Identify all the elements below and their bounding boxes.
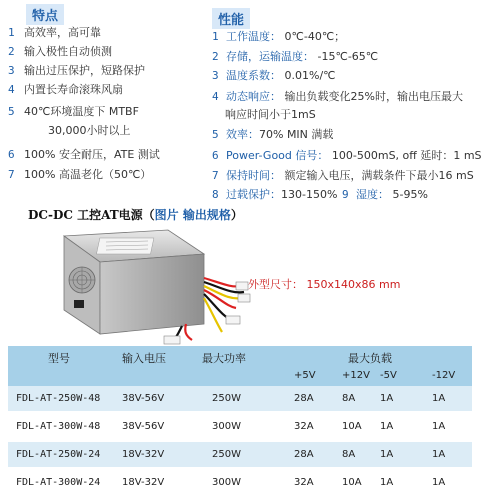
feature-number: 5 — [8, 105, 15, 118]
header-input: 输入电压 — [122, 352, 166, 365]
header-max-power: 最大功率 — [202, 352, 246, 365]
performance-key: 动态响应： — [226, 90, 281, 103]
cell-input: 18V-32V — [122, 449, 165, 460]
cell-power: 300W — [212, 477, 241, 488]
header-load-col: +12V — [342, 370, 370, 381]
cell-model: FDL-AT-250W-48 — [16, 393, 101, 404]
cell-input: 38V-56V — [122, 421, 165, 432]
feature-number: 6 — [8, 148, 15, 161]
header-model: 型号 — [48, 352, 70, 365]
feature-text: 100% 高温老化（50℃） — [24, 168, 152, 181]
cell-load: 1A — [380, 449, 394, 460]
performance-number: 6 — [212, 149, 219, 162]
product-title — [28, 206, 243, 223]
performance-item — [212, 48, 378, 66]
feature-text: 100% 安全耐压，ATE 测试 — [24, 148, 160, 161]
specs-top-section — [0, 0, 493, 200]
cell-model: FDL-AT-300W-24 — [16, 477, 101, 488]
performance-item — [212, 186, 337, 204]
performance-value: 0.01%/℃ — [281, 69, 336, 82]
feature-number: 3 — [8, 64, 15, 77]
cell-load: 8A — [342, 393, 356, 404]
performance-title: 性能 — [212, 8, 250, 29]
cell-power: 300W — [212, 421, 241, 432]
performance-number: 3 — [212, 69, 219, 82]
cell-load: 1A — [432, 393, 446, 404]
performance-number: 1 — [212, 30, 219, 43]
performance-number: 9 — [342, 188, 349, 201]
cell-load: 8A — [342, 449, 356, 460]
power-supply-image — [36, 228, 256, 346]
product-title-text: DC-DC 工控AT电源（ — [28, 208, 155, 222]
feature-item — [8, 103, 139, 121]
cell-load: 32A — [294, 477, 314, 488]
cell-load: 28A — [294, 393, 314, 404]
performance-key: 效率： — [226, 128, 259, 141]
table-row — [8, 470, 472, 495]
performance-number: 2 — [212, 50, 219, 63]
table-header — [8, 346, 472, 386]
performance-key: 温度系数： — [226, 69, 281, 82]
performance-item — [342, 186, 428, 204]
cell-power: 250W — [212, 449, 241, 460]
feature-item — [8, 81, 123, 99]
performance-key: 存储，运输温度： — [226, 50, 314, 63]
feature-text: 输出过压保护，短路保护 — [24, 64, 145, 77]
feature-number: 2 — [8, 45, 15, 58]
product-title-suffix: ） — [230, 208, 243, 222]
performance-value: 100-500mS, off 延时：1 mS — [328, 149, 482, 162]
performance-key: 保持时间： — [226, 169, 281, 182]
feature-item — [8, 166, 151, 184]
performance-item — [212, 28, 345, 46]
performance-value-continued: 响应时间小于1mS — [225, 108, 316, 121]
table-row — [8, 386, 472, 411]
performance-column — [200, 0, 493, 200]
performance-value: 0℃-40℃； — [281, 30, 346, 43]
cell-input: 38V-56V — [122, 393, 165, 404]
performance-value: 70% MIN 满载 — [259, 128, 334, 141]
cell-model: FDL-AT-300W-48 — [16, 421, 101, 432]
cell-load: 10A — [342, 421, 362, 432]
dimensions-label: 外型尺寸： 150x140x86 mm — [248, 278, 401, 291]
performance-key: 工作温度： — [226, 30, 281, 43]
performance-number: 8 — [212, 188, 219, 201]
performance-key: Power-Good 信号： — [226, 149, 329, 162]
performance-item — [212, 88, 463, 106]
cell-model: FDL-AT-250W-24 — [16, 449, 101, 460]
cell-load: 1A — [432, 449, 446, 460]
performance-key: 过载保护： — [226, 188, 281, 201]
performance-item — [212, 147, 482, 165]
features-column — [0, 0, 200, 200]
cell-load: 1A — [432, 477, 446, 488]
feature-text-continued: 30,000小时以上 — [48, 124, 131, 137]
header-max-load: 最大负载 — [348, 352, 392, 365]
feature-text: 40℃环境温度下 MTBF — [24, 105, 139, 118]
feature-text: 输入极性自动侦测 — [24, 45, 112, 58]
cell-load: 1A — [432, 421, 446, 432]
features-title: 特点 — [26, 4, 64, 25]
cell-load: 10A — [342, 477, 362, 488]
feature-number: 1 — [8, 26, 15, 39]
header-load-col: -12V — [432, 370, 456, 381]
performance-number: 5 — [212, 128, 219, 141]
header-load-col: -5V — [380, 370, 397, 381]
performance-item — [212, 67, 336, 85]
table-row — [8, 442, 472, 467]
feature-item — [8, 24, 101, 42]
performance-key: 湿度： — [356, 188, 389, 201]
performance-item — [212, 167, 474, 185]
feature-item — [8, 62, 145, 80]
cell-power: 250W — [212, 393, 241, 404]
performance-value: 5-95% — [389, 188, 428, 201]
feature-number: 4 — [8, 83, 15, 96]
cell-load: 32A — [294, 421, 314, 432]
feature-item — [8, 146, 160, 164]
cell-load: 28A — [294, 449, 314, 460]
cell-load: 1A — [380, 393, 394, 404]
performance-value: 130-150% — [281, 188, 338, 201]
feature-text: 高效率，高可靠 — [24, 26, 101, 39]
product-title-link[interactable]: 图片 输出规格 — [154, 208, 231, 222]
cell-input: 18V-32V — [122, 477, 165, 488]
performance-value: -15℃-65℃ — [314, 50, 379, 63]
cell-load: 1A — [380, 421, 394, 432]
table-row — [8, 414, 472, 439]
performance-value: 额定输入电压，满载条件下最小16 mS — [281, 169, 474, 182]
performance-number: 4 — [212, 90, 219, 103]
performance-item — [212, 126, 333, 144]
performance-value: 输出负载变化25%时，输出电压最大 — [281, 90, 463, 103]
spec-table — [8, 346, 472, 500]
header-load-col: +5V — [294, 370, 316, 381]
feature-item — [8, 43, 112, 61]
feature-number: 7 — [8, 168, 15, 181]
feature-text: 内置长寿命滚珠风扇 — [24, 83, 123, 96]
cell-load: 1A — [380, 477, 394, 488]
performance-number: 7 — [212, 169, 219, 182]
